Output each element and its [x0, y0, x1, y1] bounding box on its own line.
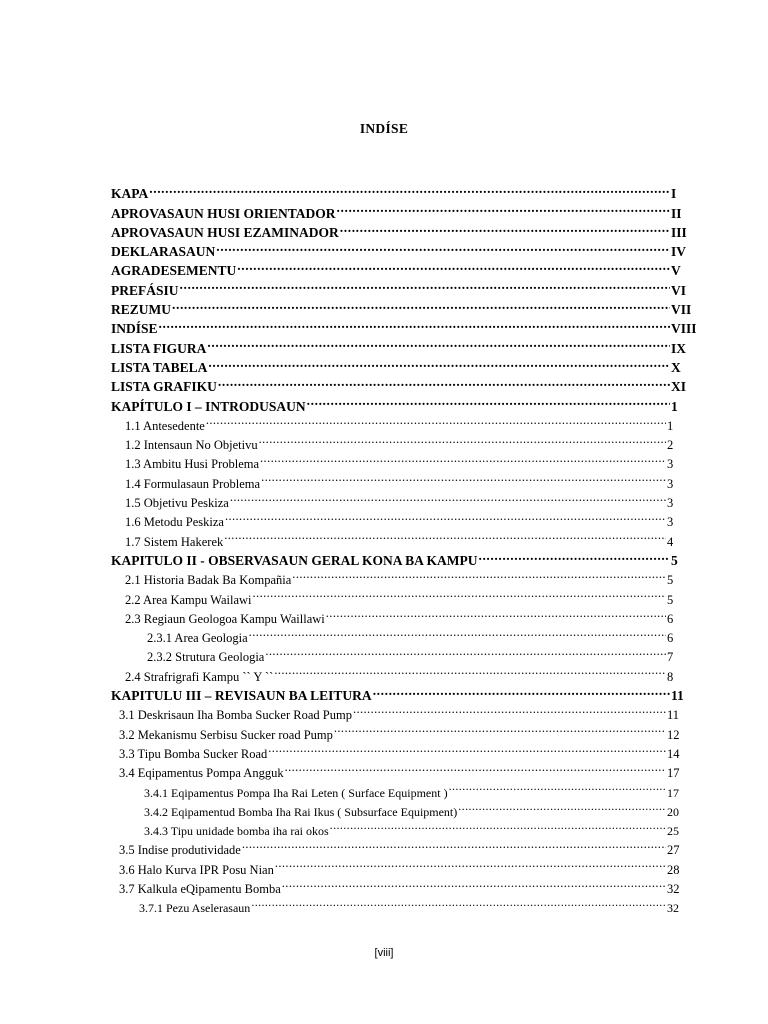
- dot-leader: [208, 353, 670, 372]
- toc-entry-title: 2.4 Strafrigrafi Kampu `` Y ``: [125, 669, 274, 684]
- dot-leader: [259, 430, 666, 449]
- toc-entry-page: VI: [671, 282, 687, 298]
- dot-leader: [207, 333, 670, 352]
- toc-entry-title: 2.2 Area Kampu Wailawi: [125, 592, 252, 607]
- dot-leader: [307, 391, 670, 410]
- toc-entry[interactable]: [111, 179, 699, 202]
- toc-entry-page: 1: [671, 398, 678, 414]
- toc-entry-title: APROVASAUN HUSI EZAMINADOR: [111, 224, 339, 240]
- toc-entry-title: 3.2 Mekanismu Serbisu Sucker road Pump: [119, 727, 333, 742]
- toc-entry-title: AGRADESEMENTU: [111, 263, 237, 279]
- toc-entry-page: XI: [671, 379, 687, 395]
- toc-entry-page: 17: [667, 785, 679, 800]
- toc-entry-title: INDÍSE: [111, 321, 158, 337]
- dot-leader: [251, 893, 666, 912]
- dot-leader: [373, 681, 670, 700]
- toc-entry-title: 3.7.1 Pezu Aselerasaun: [139, 901, 251, 916]
- toc-entry-title: 2.3.1 Area Geologia: [147, 631, 248, 646]
- toc-entry-title: 1.6 Metodu Peskiza: [125, 515, 224, 530]
- dot-leader: [285, 758, 666, 777]
- toc-entry-page: 11: [671, 688, 684, 704]
- toc-entry-page: VIII: [671, 321, 697, 337]
- toc-entry-title: LISTA GRAFIKU: [111, 379, 217, 395]
- dot-leader: [242, 835, 666, 854]
- dot-leader: [458, 797, 666, 816]
- toc-entry-page: 25: [667, 824, 679, 839]
- toc-entry-title: 3.5 Indise produtividade: [119, 843, 241, 858]
- dot-leader: [149, 179, 670, 198]
- toc-entry-page: VII: [671, 302, 692, 318]
- dot-leader: [218, 372, 670, 391]
- toc-entry-title: KAPÍTULO I – INTRODUSAUN: [111, 398, 306, 414]
- dot-leader: [340, 218, 670, 237]
- toc-entry-page: 11: [667, 708, 680, 723]
- dot-leader: [478, 546, 670, 565]
- toc-entry-page: 17: [667, 766, 680, 781]
- toc-entry-page: X: [671, 359, 681, 375]
- dot-leader: [326, 604, 666, 623]
- toc-entry-title: 1.1 Antesedente: [125, 418, 205, 433]
- toc-entry-title: PREFÁSIU: [111, 282, 179, 298]
- toc-entry-page: 20: [667, 804, 679, 819]
- toc-entry-title: APROVASAUN HUSI ORIENTADOR: [111, 205, 336, 221]
- page-number: [viii]: [374, 947, 394, 959]
- toc-entry-page: 3: [667, 496, 674, 511]
- toc-entry-page: 3: [667, 476, 674, 491]
- toc-entry-title: 3.6 Halo Kurva IPR Posu Nian: [119, 862, 274, 877]
- toc-entry[interactable]: [111, 275, 699, 298]
- toc-entry-page: IV: [671, 244, 687, 260]
- dot-leader: [275, 854, 666, 873]
- toc-entry-page: 28: [667, 862, 680, 877]
- dot-leader: [159, 314, 670, 333]
- toc-entry-title: 3.7 Kalkula eQipamentu Bomba: [119, 881, 281, 896]
- toc-entry-title: 2.3.2 Strutura Geologia: [147, 650, 265, 665]
- dot-leader: [449, 777, 666, 796]
- dot-leader: [237, 256, 670, 275]
- toc-entry-page: 4: [667, 534, 674, 549]
- toc-entry-page: 5: [671, 552, 678, 568]
- page-title: INDÍSE: [359, 121, 409, 136]
- toc-entry-page: 32: [667, 901, 679, 916]
- toc-entry-title: 1.5 Objetivu Peskiza: [125, 496, 229, 511]
- toc-entry-page: 32: [667, 881, 680, 896]
- toc-entry-title: 3.3 Tipu Bomba Sucker Road: [119, 746, 268, 761]
- toc-entry-title: 1.3 Ambitu Husi Problema: [125, 457, 260, 472]
- toc-entry-page: 7: [667, 650, 674, 665]
- toc-entry-page: 5: [667, 592, 674, 607]
- toc-entry-title: 2.1 Historia Badak Ba Kompañia: [125, 573, 292, 588]
- toc-entry-page: 14: [667, 746, 680, 761]
- toc-entry-page: I: [671, 186, 677, 202]
- dot-leader: [282, 874, 666, 893]
- dot-leader: [292, 565, 666, 584]
- toc-entry-title: 1.7 Sistem Hakerek: [125, 534, 224, 549]
- toc-entry[interactable]: [111, 314, 699, 337]
- toc-entry-page: 2: [667, 438, 674, 453]
- dot-leader: [180, 275, 670, 294]
- dot-leader: [224, 526, 666, 545]
- toc-entry-page: 12: [667, 727, 680, 742]
- toc-entry[interactable]: [111, 198, 699, 221]
- toc-entry-title: 2.3 Regiaun Geologoa Kampu Waillawi: [125, 611, 325, 626]
- dot-leader: [230, 488, 666, 507]
- dot-leader: [206, 411, 666, 430]
- toc-entry-title: 1.4 Formulasaun Problema: [125, 476, 261, 491]
- toc-entry-page: 8: [667, 669, 674, 684]
- dot-leader: [260, 449, 666, 468]
- dot-leader: [337, 198, 670, 217]
- dot-leader: [334, 719, 666, 738]
- dot-leader: [216, 237, 670, 256]
- dot-leader: [253, 584, 666, 603]
- toc-entry[interactable]: [111, 333, 699, 356]
- toc-entry-page: 3: [667, 515, 674, 530]
- toc-entry-title: 3.4.1 Eqipamentus Pompa Iha Rai Leten ( Surface Equipment ): [144, 785, 448, 800]
- toc-entry-title: LISTA FIGURA: [111, 340, 207, 356]
- toc-entry-title: KAPITULO II - OBSERVASAUN GERAL KONA BA KAMPU: [111, 552, 478, 568]
- toc-entry-page: 6: [667, 611, 674, 626]
- dot-leader: [330, 816, 666, 835]
- toc-entry-title: 3.4 Eqipamentus Pompa Angguk: [119, 766, 284, 781]
- dot-leader: [172, 295, 670, 314]
- toc-entry-page: 1: [667, 418, 674, 433]
- toc-entry-title: 1.2 Intensaun No Objetivu: [125, 438, 258, 453]
- dot-leader: [268, 739, 666, 758]
- dot-leader: [249, 623, 666, 642]
- toc-entry-title: REZUMU: [111, 302, 171, 318]
- toc-entry-page: III: [671, 224, 687, 240]
- dot-leader: [225, 507, 666, 526]
- dot-leader: [261, 468, 666, 487]
- toc-entry[interactable]: [111, 295, 699, 318]
- toc-entry-page: 5: [667, 573, 674, 588]
- table-of-contents: [111, 179, 699, 916]
- toc-entry-page: II: [671, 205, 682, 221]
- toc-entry-title: 3.1 Deskrisaun Iha Bomba Sucker Road Pump: [119, 708, 352, 723]
- toc-entry-title: DEKLARASAUN: [111, 244, 216, 260]
- toc-entry-title: KAPA: [111, 186, 149, 202]
- dot-leader: [353, 700, 666, 719]
- dot-leader: [265, 642, 666, 661]
- toc-entry-title: 3.4.3 Tipu unidade bomba iha rai okos: [144, 824, 329, 839]
- toc-entry-page: 3: [667, 457, 674, 472]
- toc-entry-page: 27: [667, 843, 680, 858]
- dot-leader: [274, 661, 666, 680]
- toc-entry-page: 6: [667, 631, 674, 646]
- toc-entry-title: 3.4.2 Eqipamentud Bomba Iha Rai Ikus ( Subsurface Equipment): [144, 804, 458, 819]
- toc-entry-page: IX: [671, 340, 687, 356]
- toc-entry-title: LISTA TABELA: [111, 359, 208, 375]
- toc-entry-page: V: [671, 263, 681, 279]
- toc-entry-title: KAPITULU III – REVISAUN BA LEITURA: [111, 688, 372, 704]
